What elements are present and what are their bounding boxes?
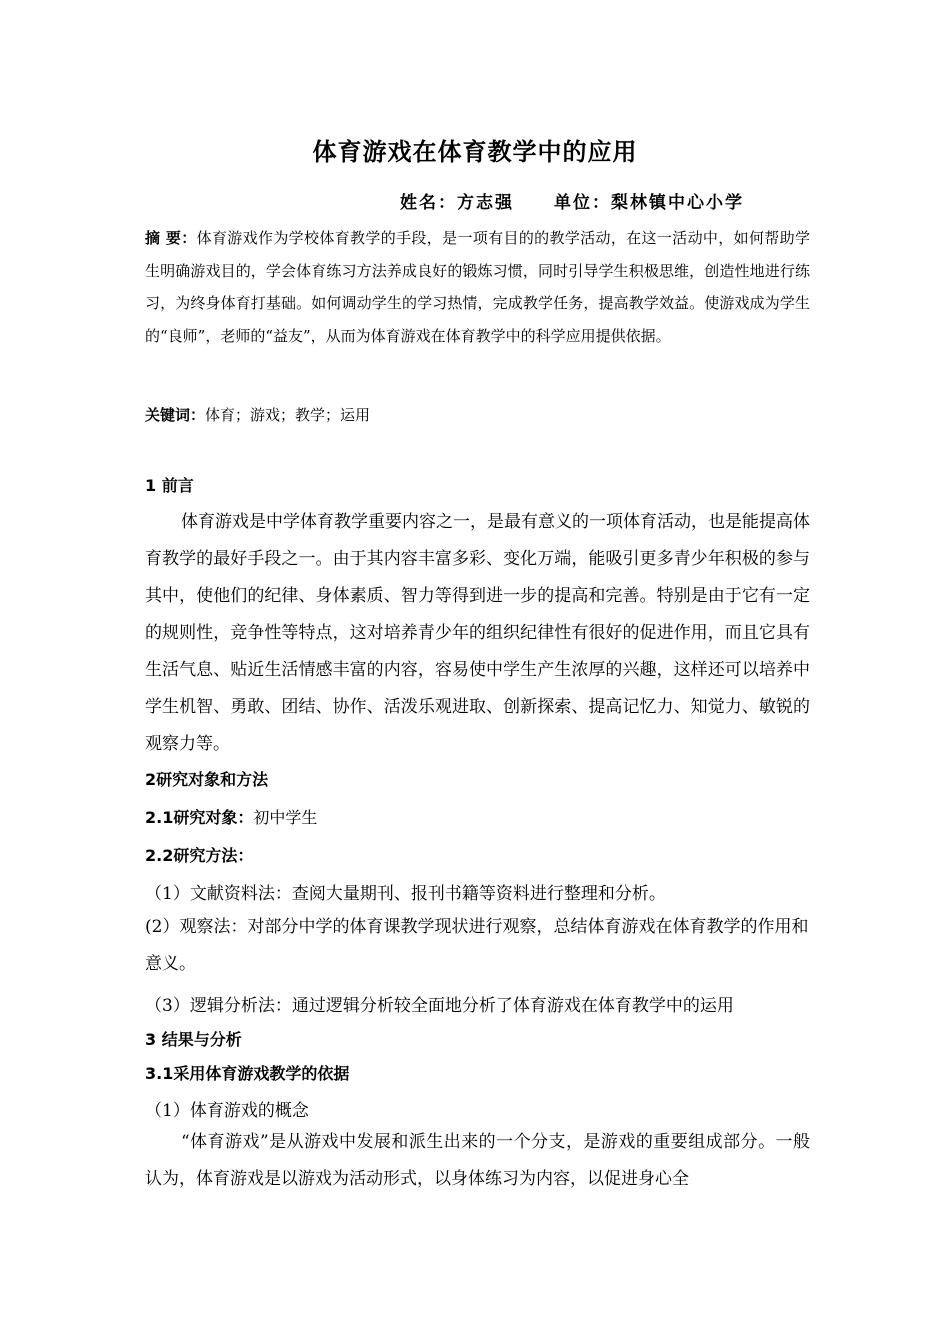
- author-line: [400, 188, 744, 213]
- keywords-text: 体育；游戏；教学；运用: [205, 406, 371, 424]
- method-2: (2）观察法：对部分中学的体育课教学现状进行观察，总结体育游戏在体育教学的作用和意义。: [145, 917, 809, 974]
- name-label: 姓名：: [400, 193, 457, 213]
- section-2-2-heading: 2.2研究方法：: [145, 846, 254, 865]
- author-name: 方志强: [457, 193, 514, 213]
- section-2-heading: 2研究对象和方法: [145, 770, 269, 789]
- section-1-paragraph: 体育游戏是中学体育教学重要内容之一，是最有意义的一项体育活动，也是能提高体育教学的最好手段之一。由于其内容丰富多彩、变化万端，能吸引更多青少年积极的参与其中，使他们的纪律、身体素质、智力等得到进一步的提高和完善。特别是由于它有一定的规则性，竞争性等特点，这对培养青少年的组织纪律性有很好的促进作用，而且它具有生活气息、贴近生活情感丰富的内容，容易使中学生产生浓厚的兴趣，这样还可以培养中学生机智、勇敢、团结、协作、活泼乐观进取、创新探索、提高记忆力、知觉力、敏锐的观察力等。: [145, 512, 810, 754]
- page-title: 体育游戏在体育教学中的应用: [312, 138, 638, 166]
- section-3-heading: 3 结果与分析: [145, 1030, 242, 1049]
- section-3-1-paragraph: “体育游戏”是从游戏中发展和派生出来的一个分支，是游戏的重要组成部分。一般认为，体育游戏是以游戏为活动形式，以身体练习为内容，以促进身心全: [145, 1132, 810, 1189]
- abstract: [145, 222, 810, 352]
- method-3: （3）逻辑分析法：通过逻辑分析较全面地分析了体育游戏在体育教学中的运用: [145, 996, 734, 1016]
- keywords: [145, 404, 370, 425]
- section-2-1: [145, 805, 317, 828]
- abstract-text: 体育游戏作为学校体育教学的手段，是一项有目的的教学活动，在这一活动中，如何帮助学生明确游戏目的，学会体育练习方法养成良好的锻炼习惯，同时引导学生积极思维，创造性地进行练习，为终身体育打基础。如何调动学生的学习热情，完成教学任务，提高教学效益。使游戏成为学生的“良师”，老师的“益友”，从而为体育游戏在体育教学中的科学应用提供依据。: [145, 229, 810, 345]
- section-3-1-item-1: （1）体育游戏的概念: [145, 1101, 309, 1121]
- section-3-1-heading: 3.1采用体育游戏教学的依据: [145, 1064, 350, 1083]
- section-2-1-text: 初中学生: [253, 808, 318, 827]
- section-2-1-label: 2.1研究对象：: [145, 808, 254, 827]
- unit-label: 单位：: [554, 193, 611, 213]
- author-unit: 梨林镇中心小学: [611, 193, 744, 213]
- abstract-label: 摘 要：: [145, 229, 197, 247]
- section-1-heading: 1 前言: [145, 476, 194, 495]
- keywords-label: 关键词：: [145, 406, 206, 424]
- method-1: （1）文献资料法：查阅大量期刊、报刊书籍等资料进行整理和分析。: [145, 884, 666, 904]
